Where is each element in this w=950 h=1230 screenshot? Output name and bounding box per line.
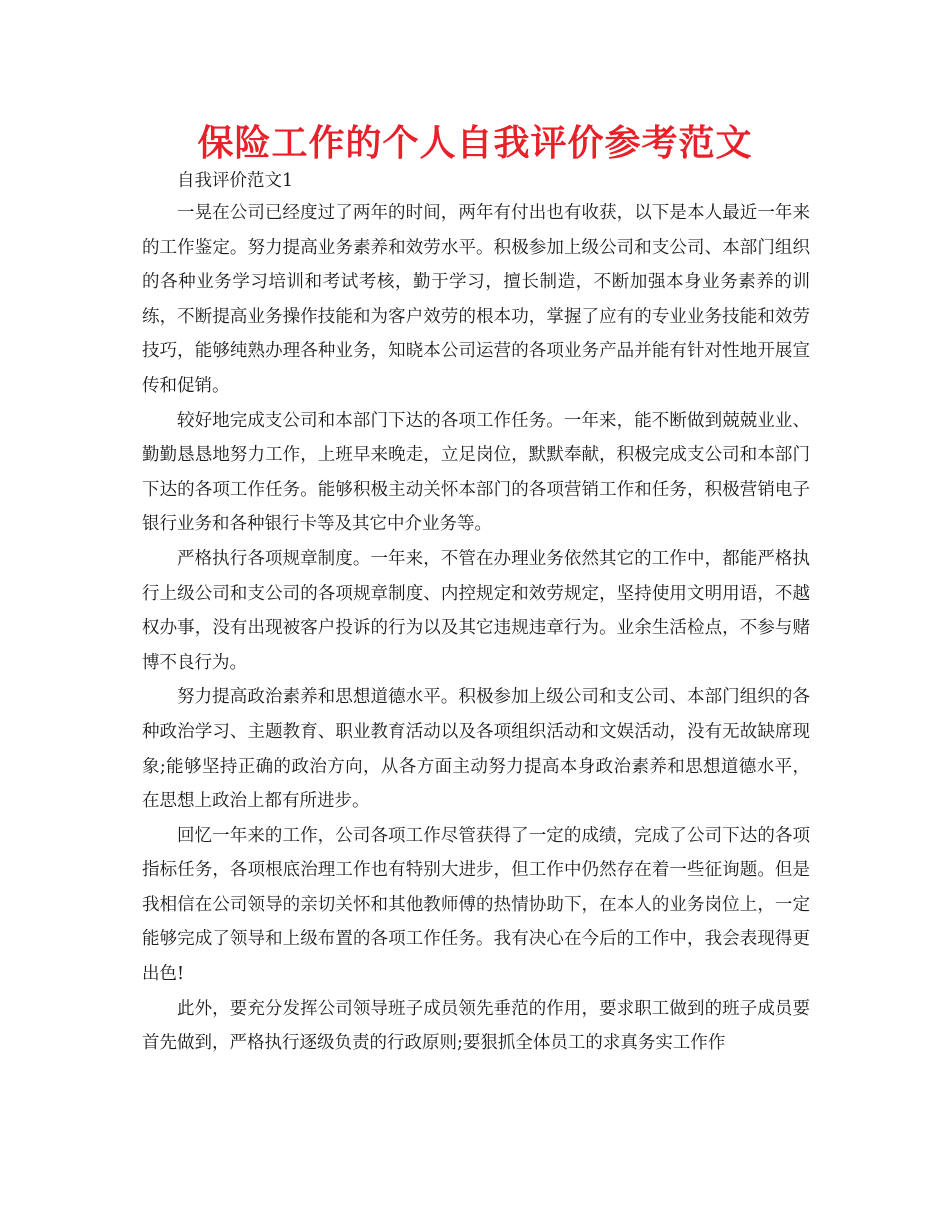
- paragraph-3: 严格执行各项规章制度。一年来，不管在办理业务依然其它的工作中，都能严格执行上级公司和支公司的各项规章制度、内控规定和效劳规定，坚持使用文明用语，不越权办事，没有出现被客户投诉的行为以及其它违规违章行为。业余生活检点，不参与赌博不良行为。: [142, 548, 810, 673]
- paragraph-6: 此外，要充分发挥公司领导班子成员领先垂范的作用，要求职工做到的班子成员要首先做到，严格执行逐级负责的行政原则;要狠抓全体员工的求真务实工作作: [142, 998, 810, 1054]
- paragraph-4: 努力提高政治素养和思想道德水平。积极参加上级公司和支公司、本部门组织的各种政治学习、主题教育、职业教育活动以及各项组织活动和文娱活动，没有无故缺席现象;能够坚持正确的政治方向，从各方面主动努力提高本身政治素养和思想道德水平，在思想上政治上都有所进步。: [142, 687, 810, 812]
- document-title: 保险工作的个人自我评价参考范文: [197, 123, 753, 164]
- document-body: [142, 166, 810, 1061]
- paragraph-2: 较好地完成支公司和本部门下达的各项工作任务。一年来，能不断做到兢兢业业、勤勤恳恳地努力工作，上班早来晚走，立足岗位，默默奉献，积极完成支公司和本部门下达的各项工作任务。能够积极主动关怀本部门的各项营销工作和任务，积极营销电子银行业务和各种银行卡等及其它中介业务等。: [142, 410, 810, 535]
- section-label: 自我评价范文1: [177, 171, 294, 191]
- paragraph-1: 一晃在公司已经度过了两年的时间，两年有付出也有收获，以下是本人最近一年来的工作鉴定。努力提高业务素养和效劳水平。积极参加上级公司和支公司、本部门组织的各种业务学习培训和考试考核，勤于学习，擅长制造，不断加强本身业务素养的训练，不断提高业务操作技能和为客户效劳的根本功，掌握了应有的专业业务技能和效劳技巧，能够纯熟办理各种业务，知晓本公司运营的各项业务产品并能有针对性地开展宣传和促销。: [142, 203, 810, 396]
- paragraph-5: 回忆一年来的工作，公司各项工作尽管获得了一定的成绩，完成了公司下达的各项指标任务，各项根底治理工作也有特别大进步，但工作中仍然存在着一些征询题。但是我相信在公司领导的亲切关怀和其他教师傅的热情协助下，在本人的业务岗位上，一定能够完成了领导和上级布置的各项工作任务。我有决心在今后的工作中，我会表现得更出色!: [142, 825, 810, 985]
